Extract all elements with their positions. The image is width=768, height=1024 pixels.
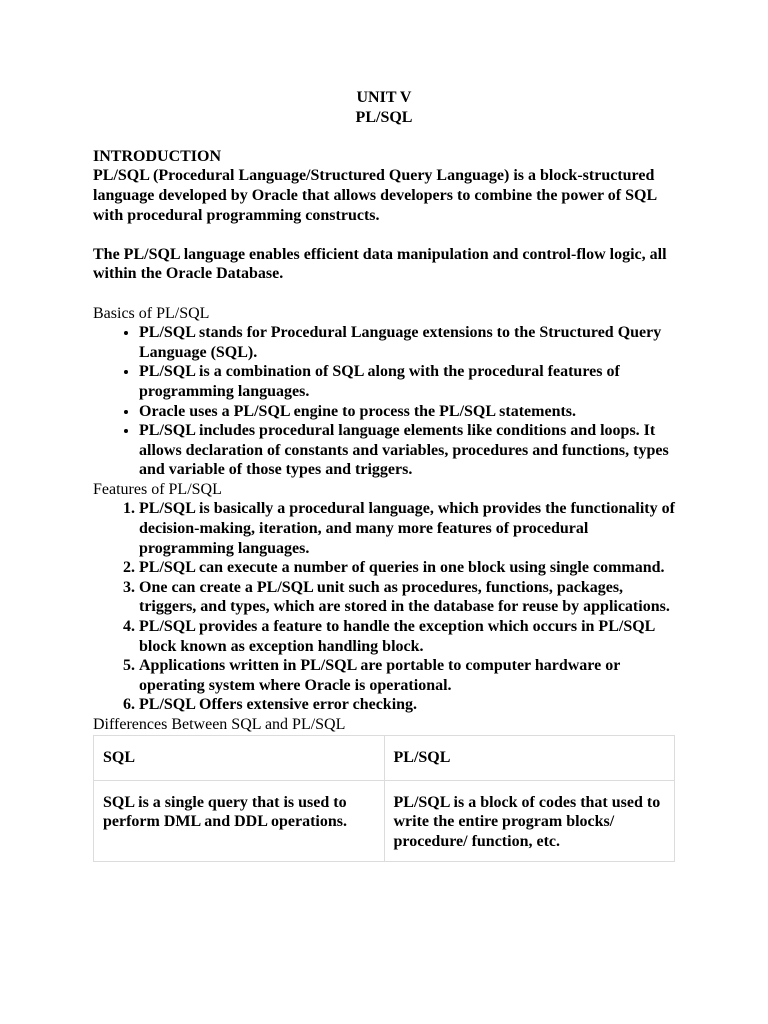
basics-item: • PL/SQL is a combination of SQL along with the procedural features of programming languages. <box>139 362 683 401</box>
intro-paragraph-2: The PL/SQL language enables efficient data manipulation and control-flow logic, all within the Oracle Database. <box>93 245 667 283</box>
spacer <box>93 225 683 245</box>
table-header-row <box>94 735 675 780</box>
intro-paragraph-1: PL/SQL (Procedural Language/Structured Query Language) is a block-structured language developed by Oracle that allows developers to combine the power of SQL with procedural programming constructs. <box>93 167 657 224</box>
table-cell: SQL is a single query that is used to perform DML and DDL operations. <box>94 780 385 862</box>
intro-heading: INTRODUCTION <box>93 147 222 165</box>
table-cell: PL/SQL is a block of codes that used to write the entire program blocks/ procedure/ function, etc. <box>384 780 675 862</box>
features-item: 2. PL/SQL can execute a number of queries in one block using single command. <box>139 558 683 578</box>
features-heading: Features of PL/SQL <box>93 480 222 498</box>
differences-table <box>93 735 675 863</box>
unit-title: UNIT V <box>356 89 412 106</box>
features-item: 5. Applications written in PL/SQL are portable to computer hardware or operating system where Oracle is operational. <box>139 656 683 695</box>
table-header-cell: SQL <box>94 735 385 780</box>
spacer <box>93 284 683 304</box>
table-header-cell: PL/SQL <box>384 735 675 780</box>
basics-item: • PL/SQL stands for Procedural Language extensions to the Structured Query Language (SQL). <box>139 323 683 362</box>
basics-item: • Oracle uses a PL/SQL engine to process the PL/SQL statements. <box>139 402 683 422</box>
features-item: 4. PL/SQL provides a feature to handle the exception which occurs in PL/SQL block known as exception handling block. <box>139 617 683 656</box>
subject-title: PL/SQL <box>355 108 413 126</box>
features-list <box>93 499 683 715</box>
basics-item: • PL/SQL includes procedural language elements like conditions and loops. It allows declaration of constants and variables, procedures and functions, types and variable of those types and triggers. <box>139 421 683 480</box>
features-item: 1. PL/SQL is basically a procedural language, which provides the functionality of decision-making, iteration, and many more features of procedural programming languages. <box>139 499 683 558</box>
features-item: 3. One can create a PL/SQL unit such as procedures, functions, packages, triggers, and types, which are stored in the database for reuse by applications. <box>139 578 683 617</box>
table-row <box>94 780 675 862</box>
differences-heading: Differences Between SQL and PL/SQL <box>93 716 346 733</box>
basics-heading: Basics of PL/SQL <box>93 304 210 322</box>
document-content <box>93 88 683 862</box>
basics-list <box>93 323 683 480</box>
features-item: 6. PL/SQL Offers extensive error checking. <box>139 695 683 715</box>
spacer <box>93 127 683 147</box>
